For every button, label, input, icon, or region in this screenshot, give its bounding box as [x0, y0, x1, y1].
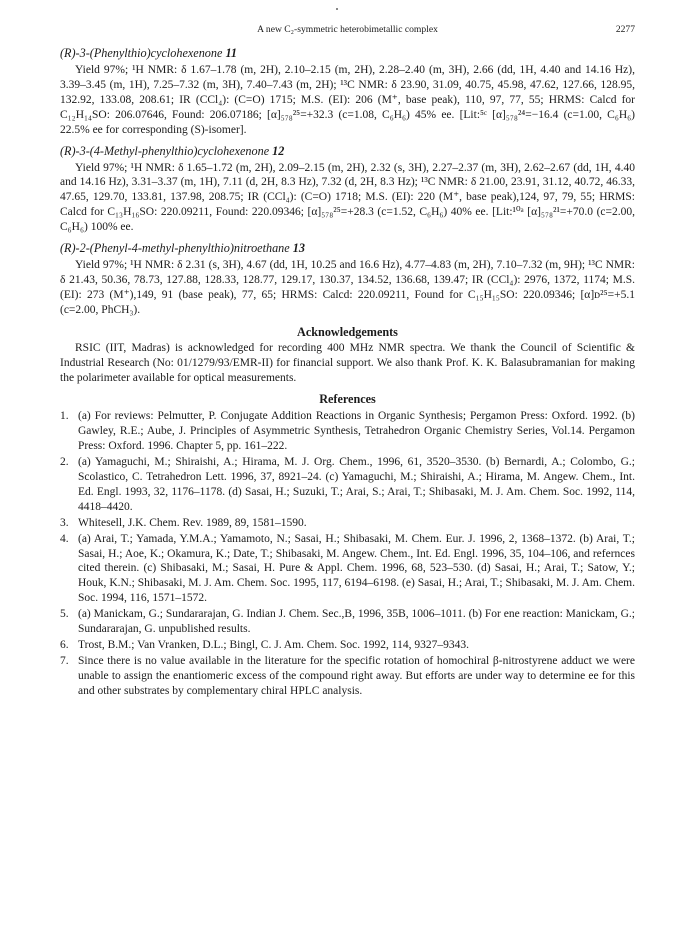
running-title: A new C₂-symmetric heterobimetallic complex: [257, 24, 438, 35]
compound-name: (R)-3-(4-Methyl-phenylthio)cyclohexenone: [60, 143, 273, 158]
compound-name: (R)-2-(Phenyl-4-methyl-phenylthio)nitroethane: [60, 241, 293, 256]
compound-data: Yield 97%; ¹H NMR: δ 2.31 (s, 3H), 4.67 (dd, 1H, 10.25 and 16.6 Hz), 4.77–4.83 (m, 2H), 7.10–7.32 (m, 9H); ¹³C NMR: δ 21.43, 50.36, 78.73, 127.88, 128.33, 128.77, 129.17, 130.37, 134.52, 136.68, 139.47; IR (CCl₄): 2976, 1372, 1174; M.S. (EI): 273 (M⁺),149, 91 (base peak), 77, 65; HRMS: Calcd: 220.09211, Found for C₁₅H₁₅SO: 220.09346; [α]ᴅ²⁵=+5.1 (c=2.00, PhCH₃).: [60, 259, 635, 316]
references-heading: References: [319, 392, 376, 407]
reference-item: [60, 638, 635, 653]
compound-data: Yield 97%; ¹H NMR: δ 1.67–1.78 (m, 2H), 2.10–2.15 (m, 2H), 2.28–2.40 (m, 3H), 2.66 (dd, 1H, 4.40 and 14.16 Hz), 3.39–3.45 (m, 1H), 7.25–7.32 (m, 3H), 7.40–7.43 (m, 2H); ¹³C NMR: δ 23.90, 31.09, 40.75, 45.98, 47.62, 127.66, 128.95, 132.92, 133.08, 208.61; IR (CCl₄): (C=O) 1715; M.S. (EI): 206 (M⁺, base peak), 110, 97, 77, 55; HRMS: Calcd for C₁₂H₁₄SO: 206.07646, Found: 206.07186; [α]₅₇₈²⁵=+32.3 (c=1.08, C₆H₆) 45% ee. [Lit:⁵ᶜ [α]₅₇₈²⁴=−16.4 (c=1.00, C₆H₆) 22.5% ee for corresponding (S)-isomer].: [60, 64, 635, 136]
page-number: 2277: [615, 24, 635, 35]
compound-section-13: [60, 239, 635, 318]
compound-number: 13: [292, 241, 305, 256]
reference-number: 1.: [60, 410, 69, 423]
reference-item: [60, 607, 635, 637]
compound-section-12: [60, 142, 635, 236]
compound-data: Yield 97%; ¹H NMR: δ 1.65–1.72 (m, 2H), 2.09–2.15 (m, 2H), 2.32 (s, 3H), 2.27–2.37 (m, 3H), 2.62–2.67 (dd, 1H, 4.40 and 14.16 Hz), 3.31–3.37 (m, 1H), 7.11 (d, 2H, 8.3 Hz), 7.32 (d, 2H, 8.3 Hz); ¹³C NMR: δ 21.00, 23.91, 31.12, 40.72, 46.33, 47.65, 129.70, 133.81, 137.98, 208.75; IR (CCl₄): (C=O) 1718; M.S. (EI): 220 (M⁺, base peak),124, 97, 79, 55; HRMS: Calcd for C₁₃H₁₆SO: 220.09211, Found: 220.09346; [α]₅₇₈²⁵=+28.3 (c=1.52, C₆H₆) 40% ee. [Lit:¹⁰ᵃ [α]₅₇₈²¹=+70.0 (c=2.00, C₆H₆) 100% ee.: [60, 161, 635, 234]
reference-text: Whitesell, J.K. Chem. Rev. 1989, 89, 1581–1590.: [78, 516, 307, 529]
reference-number: 7.: [60, 654, 69, 667]
acknowledgements-heading: Acknowledgements: [297, 324, 398, 339]
reference-text: (a) For reviews: Pelmutter, P. Conjugate Addition Reactions in Organic Synthesis; Pergamon Press: Oxford. 1992. (b) Gawley, R.E.; Aube, J. Principles of Asymmetric Synthesis, Tetrahedron Organic Chemistry Series, Vol.14. Pergamon Press: Oxford. 1996. Chapter 5, pp. 161–222.: [78, 410, 635, 453]
reference-text: (a) Arai, T.; Yamada, Y.M.A.; Yamamoto, N.; Sasai, H.; Shibasaki, M. Chem. Eur. J. 1996, 2, 1368–1372. (b) Arai, T.; Sasai, H.; Aoe, K.; Okamura, K.; Date, T.; Shibasaki, M. Angew. Chem., Int. Ed. Engl. 1996, 35, 104–106, and refernces cited therein. (c) Shibasaki, M.; Sasai, H. Pure & Appl. Chem. 1996, 68, 523–530. (d) Sasai, H.; Arai, T.; Satow, Y.; Houk, K.N.; Shibasaki, M. J. Am. Chem. Soc. 1995, 117, 6194–6198. (e) Sasai, H.; Arai, T.; Shibasaki, M. J. Am. Chem. Soc. 1994, 116, 1571–1572.: [78, 532, 635, 605]
scan-speck: [336, 8, 338, 10]
references-list: [60, 409, 635, 698]
reference-item: [60, 654, 635, 699]
reference-number: 6.: [60, 639, 69, 651]
running-header: [60, 22, 635, 40]
reference-number: 2.: [60, 456, 69, 469]
reference-number: 3.: [60, 516, 69, 529]
reference-text: Since there is no value available in the literature for the specific rotation of homochiral β-nitrostyrene adduct we were unable to assign the enantiomeric excess of the compound right away. But efforts are under way to determine ee for this and other substrates by complementary chiral HPLC analysis.: [78, 654, 635, 697]
reference-item: [60, 532, 635, 607]
compound-number: 11: [225, 46, 237, 60]
reference-text: (a) Manickam, G.; Sundararajan, G. Indian J. Chem. Sec.,B, 1996, 35B, 1006–1011. (b) For ene reaction: Manickam, G.; Sundararajan, G. unpublished results.: [78, 608, 635, 636]
reference-item: [60, 516, 635, 531]
reference-number: 5.: [60, 608, 69, 621]
compound-section-11: [60, 44, 635, 138]
reference-number: 4.: [60, 532, 69, 545]
reference-item: [60, 409, 635, 454]
journal-page: [60, 22, 635, 700]
reference-item: [60, 455, 635, 515]
compound-name: (R)-3-(Phenylthio)cyclohexenone: [60, 46, 226, 60]
reference-text: (a) Yamaguchi, M.; Shiraishi, A.; Hirama, M. J. Org. Chem., 1996, 61, 3520–3530. (b) Bernardi, A.; Colombo, G.; Scolastico, C. Tetrahedron Lett. 1996, 37, 8921–24. (c) Yamaguchi, M.; Shiraishi, A.; Hirama, M. Angew. Chem., Int. Ed. Engl. 1993, 32, 1176–1178. (d) Sasai, H.; Suzuki, T.; Arai, S.; Arai, T.; Shibasaki, M. J. Am. Chem. Soc. 1992, 114, 4418–4420.: [78, 456, 635, 513]
acknowledgements-text: RSIC (IIT, Madras) is acknowledged for recording 400 MHz NMR spectra. We thank the Council of Scientific & Industrial Research (No: 01/1279/93/EMR-II) for financial support. We also thank Prof. K. K. Balasubramanian for making the polarimeter available for optical measurements.: [60, 341, 635, 384]
compound-number: 12: [272, 143, 285, 158]
compound-title: [60, 44, 635, 62]
reference-text: Trost, B.M.; Van Vranken, D.L.; Bingl, C. J. Am. Chem. Soc. 1992, 114, 9327–9343.: [78, 639, 469, 651]
compound-title: [60, 142, 635, 160]
compound-title: [60, 239, 635, 257]
